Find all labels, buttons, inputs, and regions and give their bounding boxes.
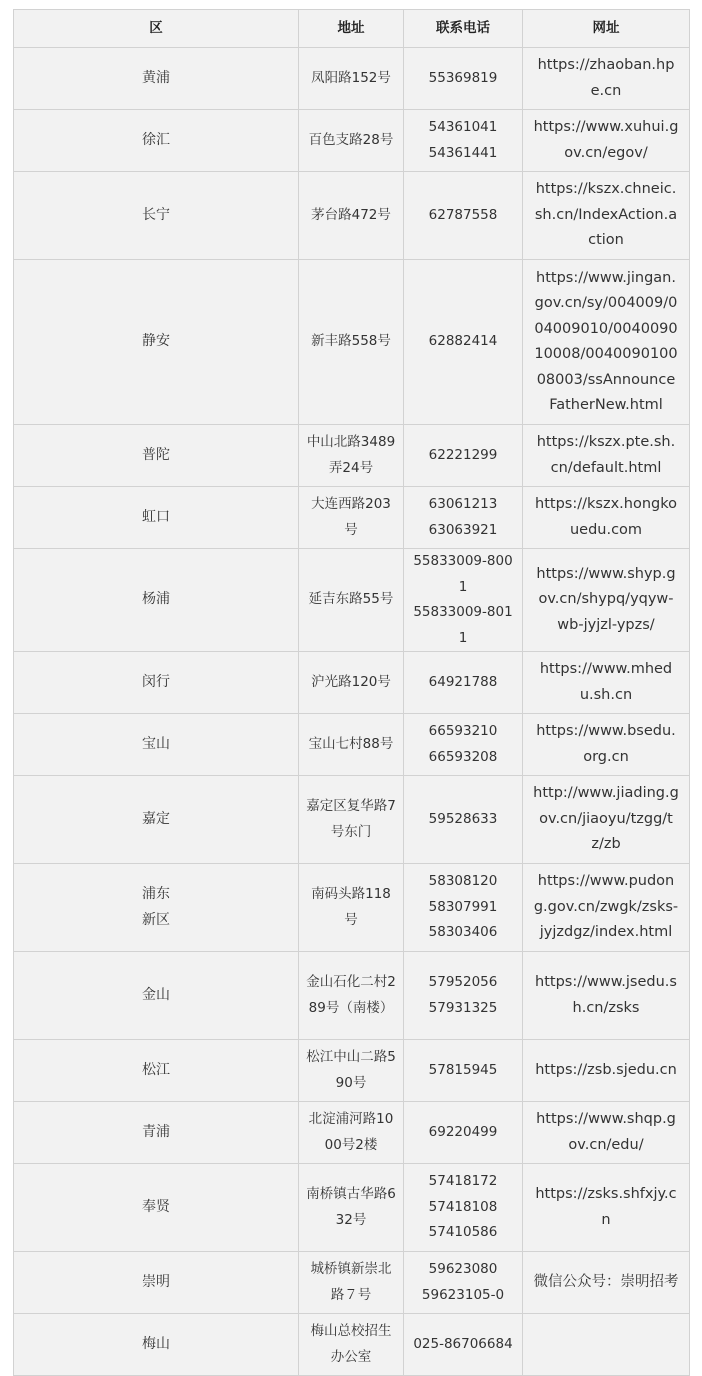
address-cell: 松江中山二路590号 bbox=[299, 1040, 404, 1102]
phone-cell bbox=[404, 260, 523, 425]
district-cell: 崇明 bbox=[14, 1252, 299, 1314]
address-cell: 新丰路558号 bbox=[299, 260, 404, 425]
phone-cell bbox=[404, 864, 523, 952]
table-row bbox=[14, 110, 690, 172]
address-cell: 嘉定区复华路7号东门 bbox=[299, 776, 404, 864]
website-cell: https://www.jsedu.sh.cn/zsks bbox=[523, 952, 690, 1040]
address-cell: 城桥镇新崇北路７号 bbox=[299, 1252, 404, 1314]
address-cell: 百色支路28号 bbox=[299, 110, 404, 172]
phone-cell bbox=[404, 1252, 523, 1314]
table-row bbox=[14, 1102, 690, 1164]
district-cell: 奉贤 bbox=[14, 1164, 299, 1252]
table-body bbox=[14, 48, 690, 1376]
table-row bbox=[14, 549, 690, 652]
website-cell: https://zhaoban.hpe.cn bbox=[523, 48, 690, 110]
address-cell: 中山北路3489弄24号 bbox=[299, 425, 404, 487]
phone-number: 59623080 bbox=[428, 1261, 498, 1277]
district-cell: 长宁 bbox=[14, 172, 299, 260]
phone-number: 57418172 bbox=[428, 1173, 498, 1190]
phone-cell bbox=[404, 425, 523, 487]
phone-cell bbox=[404, 48, 523, 110]
website-cell: https://www.mhedu.sh.cn bbox=[523, 652, 690, 714]
website-cell: https://www.bsedu.org.cn bbox=[523, 714, 690, 776]
table-row bbox=[14, 776, 690, 864]
table-row bbox=[14, 1314, 690, 1376]
website-cell: https://www.xuhui.gov.cn/egov/ bbox=[523, 110, 690, 172]
phone-number: 69220499 bbox=[428, 1123, 498, 1140]
phone-number: 62221299 bbox=[428, 446, 498, 463]
table-row bbox=[14, 1252, 690, 1314]
phone-cell bbox=[404, 1314, 523, 1376]
address-cell: 沪光路120号 bbox=[299, 652, 404, 714]
website-cell: https://kszx.pte.sh.cn/default.html bbox=[523, 425, 690, 487]
header-district: 区 bbox=[14, 10, 299, 48]
address-cell: 北淀浦河路1000号2楼 bbox=[299, 1102, 404, 1164]
district-cell: 静安 bbox=[14, 260, 299, 425]
district-contact-table bbox=[13, 9, 690, 1376]
address-cell: 茅台路472号 bbox=[299, 172, 404, 260]
district-cell: 宝山 bbox=[14, 714, 299, 776]
phone-cell bbox=[404, 1040, 523, 1102]
district-cell: 闵行 bbox=[14, 652, 299, 714]
address-cell: 凤阳路152号 bbox=[299, 48, 404, 110]
address-cell: 南桥镇古华路632号 bbox=[299, 1164, 404, 1252]
website-cell: https://www.shqp.gov.cn/edu/ bbox=[523, 1102, 690, 1164]
district-cell: 普陀 bbox=[14, 425, 299, 487]
address-cell: 南码头路118号 bbox=[299, 864, 404, 952]
phone-cell bbox=[404, 549, 523, 652]
phone-number: 62787558 bbox=[428, 206, 498, 223]
phone-number: 57418108 bbox=[428, 1198, 498, 1215]
phone-cell bbox=[404, 487, 523, 549]
phone-number: 58308120 bbox=[428, 873, 498, 890]
phone-number: 66593208 bbox=[428, 748, 498, 765]
website-cell: http://www.jiading.gov.cn/jiaoyu/tzgg/tz/zb bbox=[523, 776, 690, 864]
phone-cell bbox=[404, 652, 523, 714]
phone-number: 55369819 bbox=[428, 69, 498, 86]
table-row bbox=[14, 652, 690, 714]
table-row bbox=[14, 260, 690, 425]
phone-number: 62882414 bbox=[428, 333, 498, 350]
address-cell: 梅山总校招生办公室 bbox=[299, 1314, 404, 1376]
website-cell: https://zsb.sjedu.cn bbox=[523, 1040, 690, 1102]
phone-number: 64921788 bbox=[428, 673, 498, 690]
district-cell: 虹口 bbox=[14, 487, 299, 549]
table-row bbox=[14, 714, 690, 776]
website-cell bbox=[523, 1314, 690, 1376]
website-cell: 微信公众号：崇明招考 bbox=[523, 1252, 690, 1314]
table-row bbox=[14, 172, 690, 260]
phone-number: 54361441 bbox=[428, 144, 498, 161]
phone-cell bbox=[404, 1102, 523, 1164]
phone-number: 59623105-0 bbox=[421, 1286, 505, 1303]
district-cell: 浦东 新区 bbox=[14, 864, 299, 952]
website-cell: https://kszx.chneic.sh.cn/IndexAction.action bbox=[523, 172, 690, 260]
address-cell: 大连西路203号 bbox=[299, 487, 404, 549]
header-phone: 联系电话 bbox=[404, 10, 523, 48]
district-cell: 金山 bbox=[14, 952, 299, 1040]
website-cell: https://www.jingan.gov.cn/sy/004009/004009010/004009010008/004009010008003/ssAnnounceFatherNew.html bbox=[523, 260, 690, 425]
header-address: 地址 bbox=[299, 10, 404, 48]
phone-number: 57931325 bbox=[428, 999, 498, 1016]
phone-number: 55833009-8011 bbox=[413, 604, 513, 646]
phone-cell bbox=[404, 172, 523, 260]
district-cell: 杨浦 bbox=[14, 549, 299, 652]
district-cell: 徐汇 bbox=[14, 110, 299, 172]
website-cell: https://www.pudong.gov.cn/zwgk/zsks-jyjzdgz/index.html bbox=[523, 864, 690, 952]
phone-number: 025-86706684 bbox=[413, 1335, 513, 1352]
phone-cell bbox=[404, 714, 523, 776]
table-row bbox=[14, 48, 690, 110]
phone-cell bbox=[404, 952, 523, 1040]
district-cell: 松江 bbox=[14, 1040, 299, 1102]
phone-number: 55833009-8001 bbox=[413, 553, 513, 595]
phone-number: 57815945 bbox=[428, 1061, 498, 1078]
header-website: 网址 bbox=[523, 10, 690, 48]
address-cell: 宝山七村88号 bbox=[299, 714, 404, 776]
phone-number: 63061213 bbox=[428, 496, 498, 512]
phone-number: 58307991 bbox=[428, 898, 498, 915]
table-row bbox=[14, 864, 690, 952]
table-row bbox=[14, 1040, 690, 1102]
phone-number: 57410586 bbox=[428, 1224, 498, 1241]
website-cell: https://zsks.shfxjy.cn bbox=[523, 1164, 690, 1252]
table-row bbox=[14, 487, 690, 549]
table-header-row bbox=[14, 10, 690, 48]
phone-cell bbox=[404, 110, 523, 172]
district-cell: 黄浦 bbox=[14, 48, 299, 110]
address-cell: 金山石化二村289号（南楼） bbox=[299, 952, 404, 1040]
table-row bbox=[14, 1164, 690, 1252]
phone-number: 54361041 bbox=[428, 119, 498, 135]
phone-cell bbox=[404, 776, 523, 864]
phone-number: 57952056 bbox=[428, 974, 498, 990]
phone-number: 58303406 bbox=[428, 924, 498, 941]
table-row bbox=[14, 952, 690, 1040]
phone-cell bbox=[404, 1164, 523, 1252]
website-cell: https://www.shyp.gov.cn/shypq/yqyw-wb-jyjzl-ypzs/ bbox=[523, 549, 690, 652]
address-cell: 延吉东路55号 bbox=[299, 549, 404, 652]
website-cell: https://kszx.hongkouedu.com bbox=[523, 487, 690, 549]
district-cell: 嘉定 bbox=[14, 776, 299, 864]
phone-number: 66593210 bbox=[428, 723, 498, 739]
table-row bbox=[14, 425, 690, 487]
phone-number: 59528633 bbox=[428, 810, 498, 827]
phone-number: 63063921 bbox=[428, 521, 498, 538]
district-cell: 梅山 bbox=[14, 1314, 299, 1376]
district-cell: 青浦 bbox=[14, 1102, 299, 1164]
